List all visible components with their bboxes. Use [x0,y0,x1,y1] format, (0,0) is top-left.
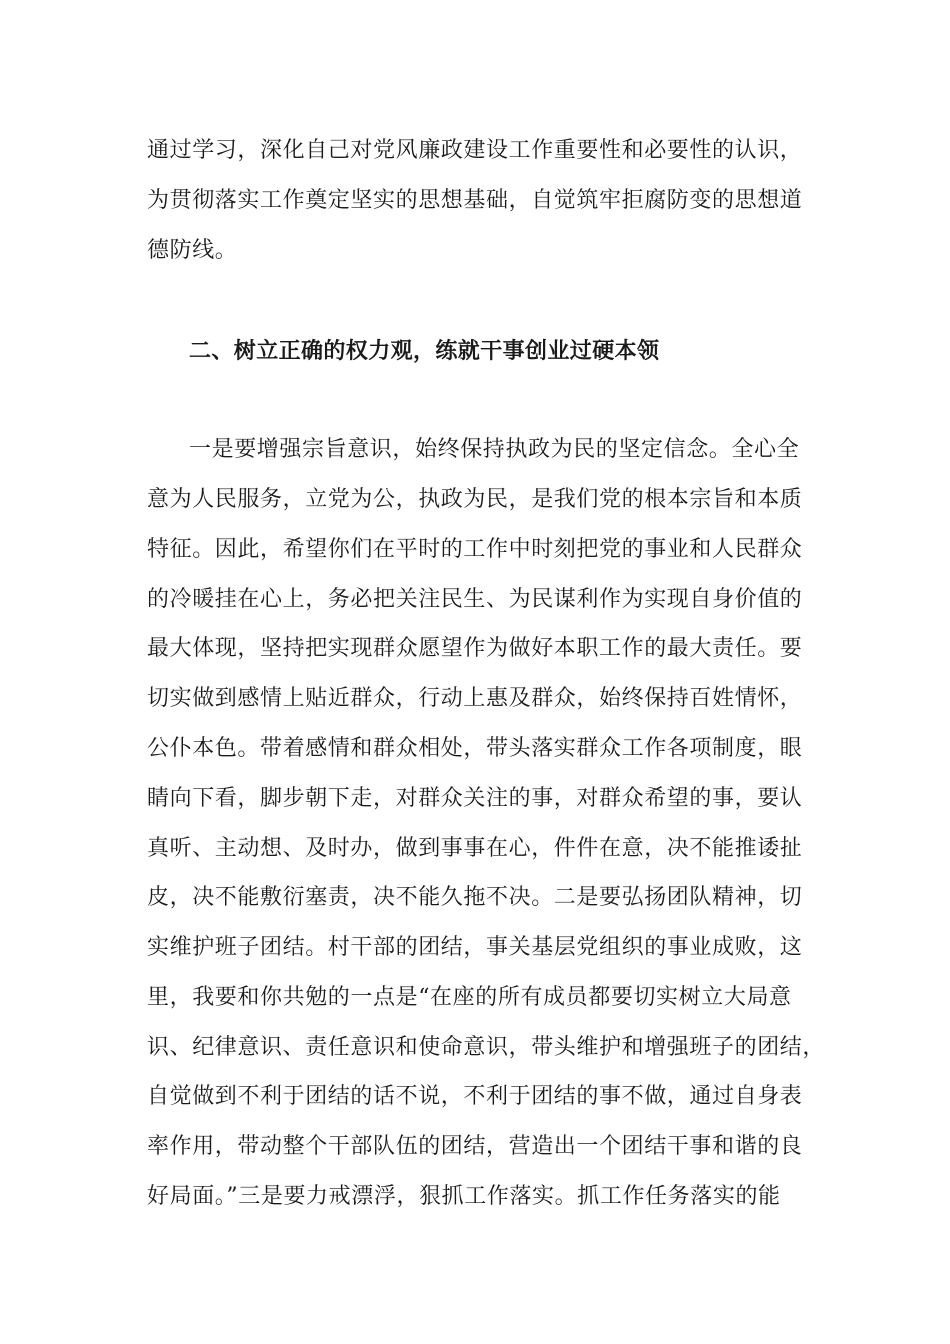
body-line: 识、纪律意识、责任意识和使命意识，带头维护和增强班子的团结， [147,1035,826,1060]
intro-line: 通过学习，深化自己对党风廉政建设工作重要性和必要性的认识， [147,138,803,163]
body-line: 率作用，带动整个干部队伍的团结，营造出一个团结干事和谐的良 [147,1134,803,1159]
body-line: 睛向下看，脚步朝下走，对群众关注的事，对群众希望的事，要认 [147,786,803,811]
body-line: 公仆本色。带着感情和群众相处，带头落实群众工作各项制度，眼 [147,736,803,761]
body-line: 里，我要和你共勉的一点是“在座的所有成员都要切实树立大局意 [147,985,792,1010]
body-line: 最大体现，坚持把实现群众愿望作为做好本职工作的最大责任。要 [147,636,803,661]
intro-line: 德防线。 [147,238,238,263]
body-line: 皮，决不能敷衍塞责，决不能久拖不决。二是要弘扬团队精神，切 [147,885,803,910]
body-line: 实维护班子团结。村干部的团结，事关基层党组织的事业成败，这 [147,935,803,960]
body-line: 意为人民服务，立党为公，执政为民，是我们党的根本宗旨和本质 [147,487,803,512]
body-line: 特征。因此，希望你们在平时的工作中时刻把党的事业和人民群众 [147,537,803,562]
body-line: 真听、主动想、及时办，做到事事在心，件件在意，决不能推诿扯 [147,836,803,861]
body-line: 一是要增强宗旨意识，始终保持执政为民的坚定信念。全心全 [189,437,800,462]
intro-line: 为贯彻落实工作奠定坚实的思想基础，自觉筑牢拒腐防变的思想道 [147,188,803,213]
body-line: 的冷暖挂在心上，务必把关注民生、为民谋利作为实现自身价值的 [147,587,803,612]
body-line: 切实做到感情上贴近群众，行动上惠及群众，始终保持百姓情怀， [147,686,803,711]
section-heading: 二、树立正确的权力观，练就干事创业过硬本领 [189,339,660,364]
body-line: 好局面。”三是要力戒漂浮，狠抓工作落实。抓工作任务落实的能 [147,1184,781,1209]
body-line: 自觉做到不利于团结的话不说，不利于团结的事不做，通过自身表 [147,1084,803,1109]
